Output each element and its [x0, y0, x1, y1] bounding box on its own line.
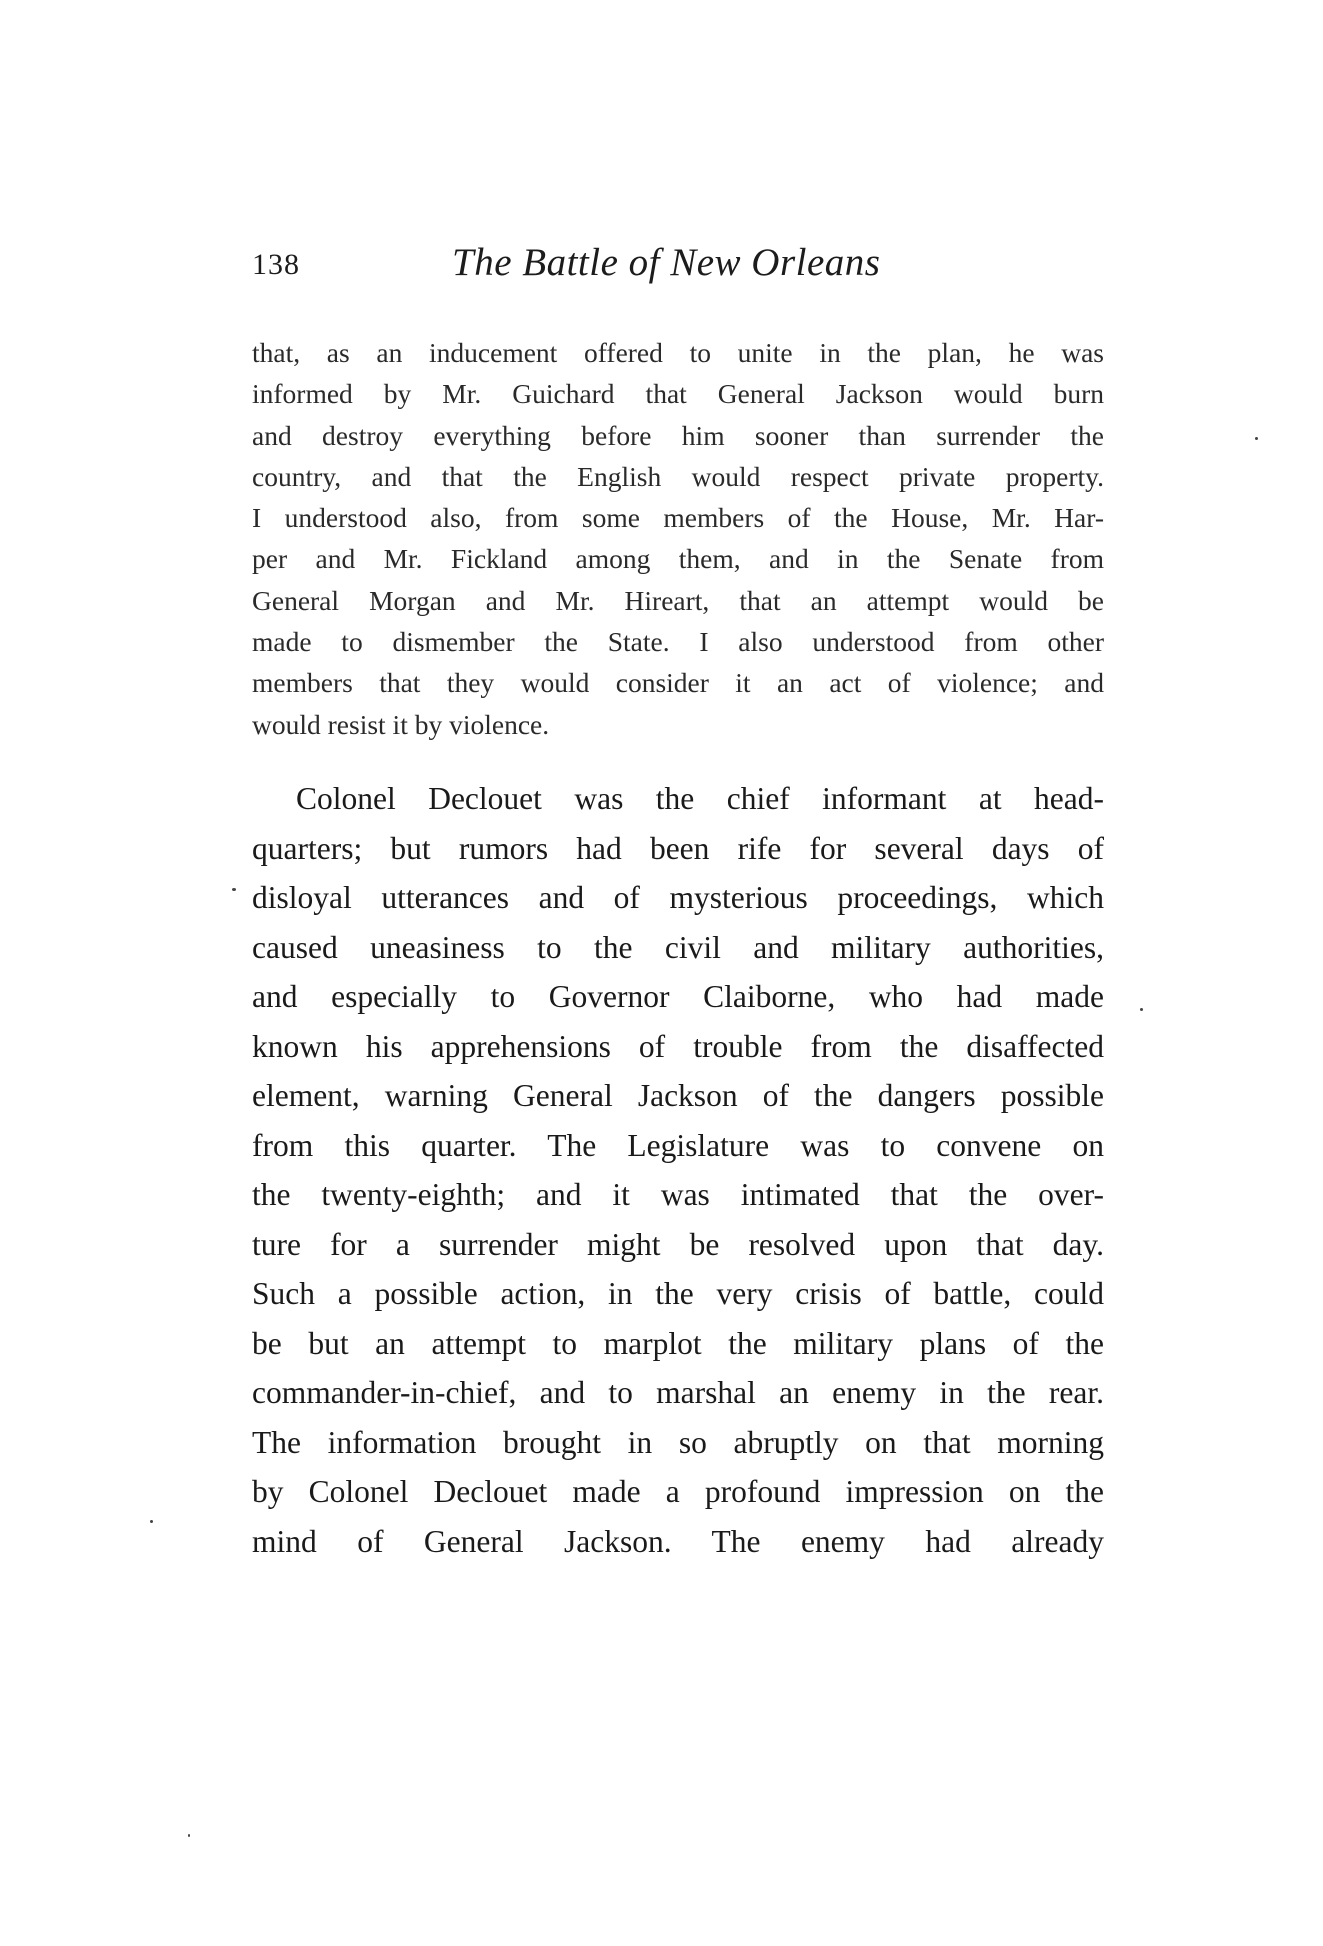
quote-line: that, as an inducement offered to unite in the plan, he was: [252, 337, 1104, 368]
body-line: element, warning General Jackson of the dangers possible: [252, 1078, 1104, 1113]
scan-speck: [1255, 437, 1258, 440]
body-line: The information brought in so abruptly on that morning: [252, 1424, 1104, 1460]
running-head: [252, 240, 1112, 300]
quote-line: members that they would consider it an act of violence; and: [252, 667, 1104, 699]
body-line: Colonel Declouet was the chief informant at head-: [296, 781, 1104, 816]
body-line: known his apprehensions of trouble from the disaffected: [252, 1028, 1104, 1064]
quote-line: I understood also, from some members of the House, Mr. Har-: [252, 502, 1104, 534]
body-line: quarters; but rumors had been rife for several days of: [252, 830, 1104, 866]
quote-line: would resist it by violence.: [252, 708, 550, 740]
scan-speck: [188, 1834, 190, 1837]
scan-speck: [232, 888, 236, 891]
body-line: the twenty-eighth; and it was intimated that the over-: [252, 1177, 1104, 1212]
quote-line: per and Mr. Fickland among them, and in the Senate from: [252, 543, 1104, 575]
body-line: ture for a surrender might be resolved upon that day.: [252, 1226, 1104, 1262]
body-line: be but an attempt to marplot the military plans of the: [252, 1325, 1104, 1361]
quoted-testimony: [252, 332, 1104, 745]
scan-speck: [1140, 1008, 1143, 1011]
page-number: 138: [252, 248, 300, 281]
body-line: mind of General Jackson. The enemy had already: [252, 1523, 1104, 1559]
quote-line: and destroy everything before him sooner than surrender the: [252, 419, 1104, 451]
quote-line: informed by Mr. Guichard that General Jackson would burn: [252, 378, 1104, 410]
body-line: Such a possible action, in the very crisis of battle, could: [252, 1276, 1104, 1311]
body-line: from this quarter. The Legislature was to convene on: [252, 1127, 1104, 1163]
body-line: caused uneasiness to the civil and military authorities,: [252, 929, 1104, 965]
quote-line: General Morgan and Mr. Hireart, that an attempt would be: [252, 584, 1104, 616]
body-line: commander-in-chief, and to marshal an enemy in the rear.: [252, 1375, 1104, 1410]
quote-line: country, and that the English would respect private property.: [252, 460, 1104, 492]
running-title: The Battle of New Orleans: [452, 241, 881, 284]
body-paragraph: [252, 774, 1104, 1566]
quote-line: made to dismember the State. I also understood from other: [252, 626, 1104, 658]
body-line: by Colonel Declouet made a profound impression on the: [252, 1474, 1104, 1509]
scan-speck: [150, 1520, 153, 1523]
body-line: and especially to Governor Claiborne, who had made: [252, 979, 1104, 1014]
body-line: disloyal utterances and of mysterious proceedings, which: [252, 880, 1104, 915]
